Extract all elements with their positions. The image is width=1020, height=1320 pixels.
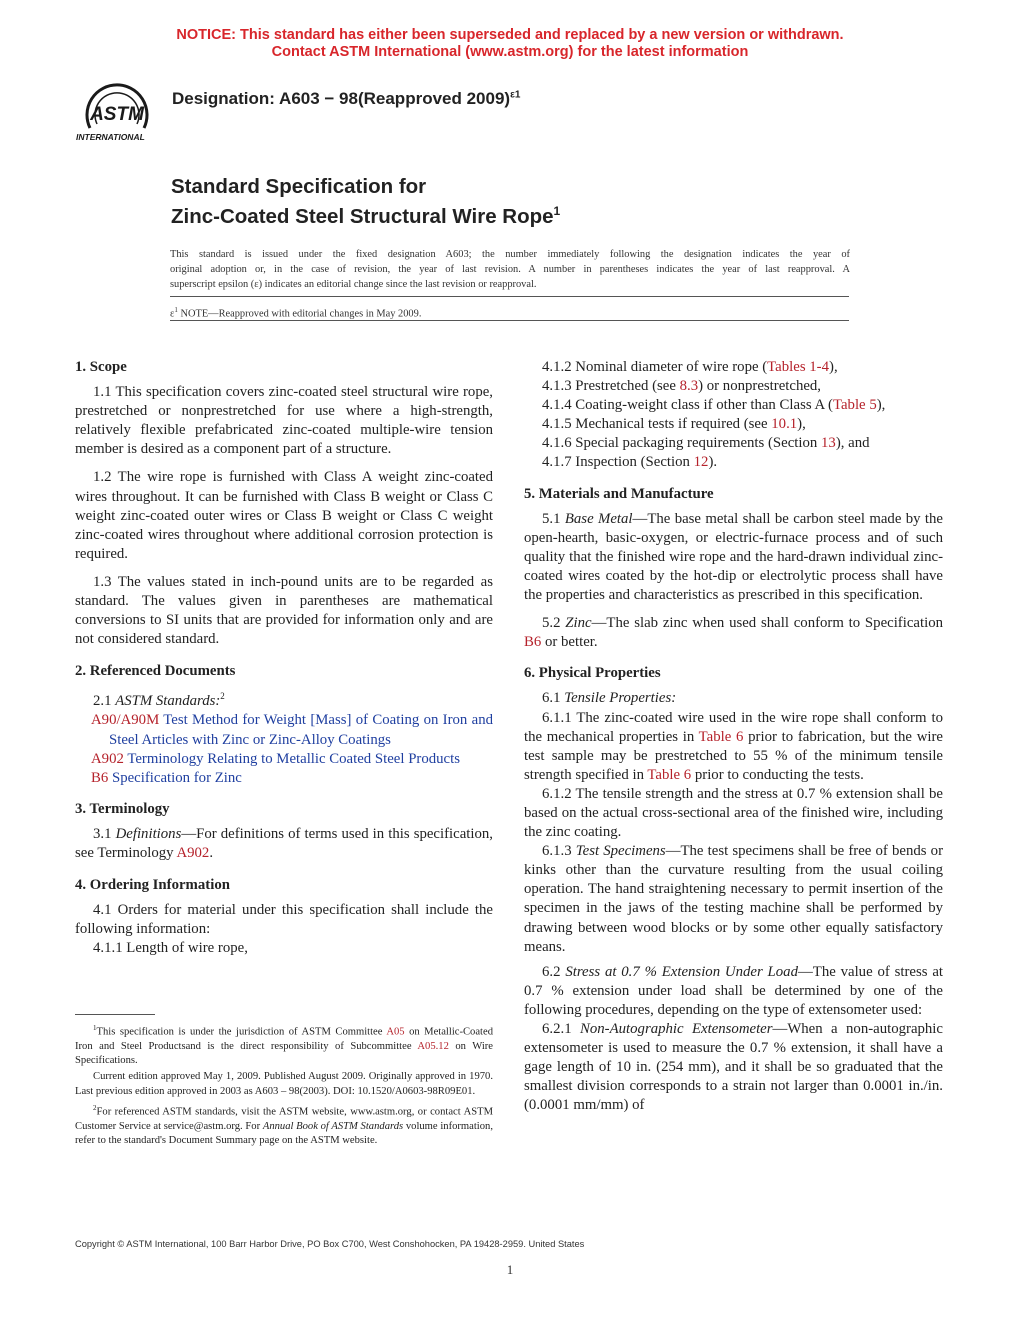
epsilon-symbol: ε — [170, 308, 175, 320]
designation-text: Designation: A603 − 98(Reapproved 2009) — [172, 89, 511, 108]
footnotes — [75, 1021, 493, 1148]
para-1-1: 1.1 This specification covers zinc-coated steel structural wire rope, prestretched or nonprestretched for use where a high-strength, relatively flexible prefabricated zinc-coated multiple-wire tension member is desired as a component part of a structure. — [75, 384, 493, 458]
para-6-1-1: 6.1.1 The zinc-coated wire used in the wire rope shall conform to the mechanical properties in Table 6 prior to fabrication, but the wire test sample may be prestretched to 55 % of the minimum tensile strength specified in Table 6 prior to conducting the tests. — [524, 709, 944, 783]
reference-b6[interactable]: B6 Specification for Zinc — [91, 769, 242, 786]
designation-sup: ε1 — [510, 89, 521, 101]
para-1-2: 1.2 The wire rope is furnished with Class A weight zinc-coated wires throughout. It can be furnished with Class B weight or Class C weight zinc-coated outer wires or Class B weight or Class C weight zinc-coated wires throughout where additional corrosion protection is required. — [75, 469, 493, 562]
para-5-2: 5.2 Zinc—The slab zinc when used shall conform to Specification B6 or better. — [524, 615, 944, 651]
issued-line-3: superscript epsilon (ε) indicates an editorial change since the last revision or reapproval. — [170, 279, 537, 290]
para-3-1: 3.1 Definitions—For definitions of terms used in this specification, see Terminology A902. — [75, 825, 493, 861]
para-1-3: 1.3 The values stated in inch-pound units are to be regarded as standard. The values given in parentheses are mathematical conversions to SI units that are provided for information only and are not considered standard. — [75, 573, 493, 648]
link-a05[interactable]: A05 — [386, 1026, 405, 1038]
epsilon-sup: 1 — [174, 306, 178, 314]
top-divider — [170, 296, 849, 297]
astm-logo — [72, 76, 162, 144]
link-a05-12[interactable]: A05.12 — [417, 1040, 449, 1052]
para-2-1: 2.1 ASTM Standards:$^2$ — [93, 691, 225, 710]
para-4-1-1: 4.1.1 Length of wire rope, — [93, 940, 248, 957]
section-5-heading: 5. Materials and Manufacture — [524, 485, 714, 502]
link-b6[interactable]: B6 — [524, 634, 542, 651]
reference-a902[interactable]: A902 Terminology Relating to Metallic Coated Steel Products — [91, 750, 460, 767]
epsilon-note — [170, 303, 421, 321]
item-4-1-5: 4.1.5 Mechanical tests if required (see 10.1), — [542, 416, 806, 433]
para-6-1-3: 6.1.3 Test Specimens—The test specimens shall be free of bends or kinks other than the curvature resulting from the usual coiling operation. The hand straightening necessary to permit insertion of the specimen in the jaws of the testing machine shall be performed by drawing between wood blocks or by some other equally satisfactory means. — [524, 843, 944, 955]
para-6-2: 6.2 Stress at 0.7 % Extension Under Load—The value of stress at 0.7 % extension under load shall be determined by one of the following procedures, depending on the type of extensometer used: — [524, 963, 944, 1018]
para-4-1: 4.1 Orders for material under this specification shall include the following information: — [75, 902, 493, 938]
para-5-1: 5.1 Base Metal—The base metal shall be carbon steel made by the open-hearth, basic-oxygen, or electric-furnace process and of such quality that the finished wire rope and the hard-drawn individual zinc-coated wires coated by the hot-dip or electrolytic process shall have the properties and characteristics as prescribed in this specification. — [524, 510, 943, 604]
title-line-1: Standard Specification for — [171, 175, 427, 198]
item-4-1-2: 4.1.2 Nominal diameter of wire rope (Tables 1-4), — [542, 359, 838, 375]
page-number: 1 — [506, 1262, 514, 1277]
issued-line-1: This standard is issued under the fixed designation A603; the number immediately following the designation indicates the year of — [170, 249, 850, 260]
designation — [172, 89, 520, 109]
item-4-1-6: 4.1.6 Special packaging requirements (Section 13), and — [542, 435, 870, 452]
right-column — [524, 358, 943, 1115]
section-4-heading: 4. Ordering Information — [75, 877, 230, 894]
section-1-heading: 1. Scope — [75, 359, 127, 375]
section-3-heading: 3. Terminology — [75, 800, 170, 817]
para-6-1: 6.1 Tensile Properties: — [542, 690, 677, 707]
logo-subtext: INTERNATIONAL — [76, 132, 145, 142]
reference-a90[interactable]: A90/A90M Test Method for Weight [Mass] of Coating on Iron and Steel Articles with Zinc or Zinc-Alloy Coatings — [91, 712, 493, 748]
left-column — [75, 358, 493, 958]
copyright-line: Copyright © ASTM International, 100 Barr Harbor Drive, PO Box C700, West Conshohocken, PA 19428-2959. United States — [75, 1239, 585, 1249]
item-4-1-3: 4.1.3 Prestretched (see 8.3) or nonprestretched, — [542, 378, 822, 395]
footnote-1: $^1$This specification is under the jurisdiction of ASTM Committee A05 on Metallic-Coated Iron and Steel Productsand is the direct responsibility of Subcommittee A05.12 on Wire Specifications. — [75, 1024, 494, 1067]
item-4-1-4: 4.1.4 Coating-weight class if other than Class A (Table 5), — [542, 397, 886, 414]
section-6-heading: 6. Physical Properties — [524, 665, 661, 682]
section-2-heading: 2. Referenced Documents — [75, 663, 236, 680]
title-sup: 1 — [553, 204, 561, 218]
title-line-2: Zinc-Coated Steel Structural Wire Rope — [171, 204, 554, 228]
issued-line-2: original adoption or, in the case of revision, the year of last revision. A number in parentheses indicates the year of last reapproval. A — [170, 264, 850, 275]
document-title — [171, 174, 560, 229]
link-a902[interactable]: A902 — [176, 844, 210, 861]
footnote-2: $^2$For referenced ASTM standards, visit the ASTM website, www.astm.org, or contact ASTM Customer Service at service@astm.org. For Annual Book of ASTM Standards volume information, refer to the standard's Document Summary page on the ASTM website. — [75, 1104, 493, 1147]
item-4-1-7: 4.1.7 Inspection (Section 12). — [542, 454, 718, 471]
para-6-2-1: 6.2.1 Non-Autographic Extensometer—When a non-autographic extensometer is used to measure the 0.7 % extension, it shall have a gage length of 10 in. (254 mm), and it shall be so graduated that the smallest division corresponds to a strain not larger than 0.0001 in./in. (0.0001 mm/mm) of — [524, 1021, 943, 1114]
logo-wordmark: ASTM — [90, 104, 144, 125]
para-6-1-2: 6.1.2 The tensile strength and the stress at 0.7 % extension shall be based on the actual cross-sectional area of the finished wire, including the zinc coating. — [524, 785, 943, 841]
bottom-divider — [170, 320, 849, 321]
footnote-divider — [75, 1014, 155, 1015]
epsilon-note-text: NOTE—Reapproved with editorial changes in May 2009. — [177, 308, 422, 320]
issued-statement — [170, 247, 850, 292]
withdrawn-notice — [0, 27, 1020, 61]
footnote-1-edition: Current edition approved May 1, 2009. Published August 2009. Originally approved in 1970. Last previous edition approved in 2003 as A603 – 98(2003). DOI: 10.1520/A0603-98R09E01. — [75, 1071, 493, 1097]
notice-line-1: NOTICE: This standard has either been superseded and replaced by a new version or withdrawn. — [176, 27, 844, 43]
notice-line-2: Contact ASTM International (www.astm.org) for the latest information — [271, 44, 749, 60]
